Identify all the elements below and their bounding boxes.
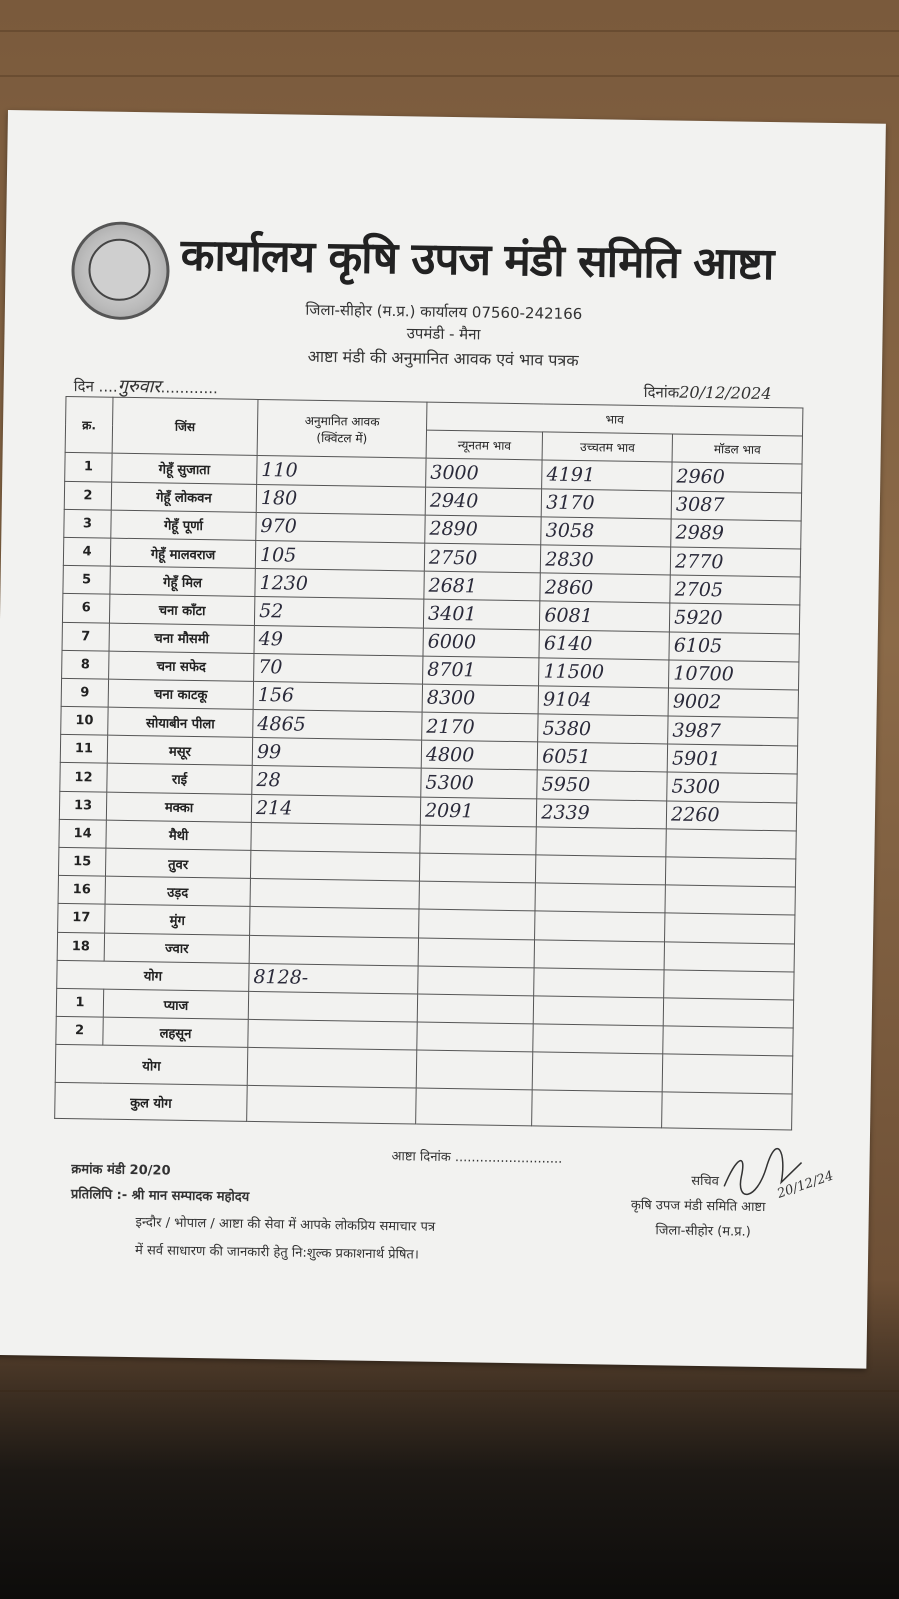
row-model-price: 2989 [671,519,801,549]
row-sn: 12 [60,763,107,792]
total2-label: योग [55,1045,248,1086]
row-model-price: 2960 [672,462,802,492]
row-crop: तुवर [105,848,250,878]
row-crop: मुंग [105,904,250,934]
secretary-org: कृषि उपज मंडी समिति आष्टा [630,1197,766,1216]
row-max-price: 6140 [539,629,669,659]
extra-sn: 1 [56,988,103,1017]
row-min-price: 8300 [422,684,539,714]
row-arrival: 4865 [253,709,422,740]
row-max-price [534,939,664,969]
row-sn: 14 [59,819,106,848]
row-crop: चना काँटा [109,594,254,624]
date-label: दिनांक [643,383,680,402]
empty-cell [534,968,664,998]
empty-cell [534,996,664,1026]
row-arrival: 70 [254,653,423,684]
secretary-label: सचिव [691,1173,720,1190]
day-value: गुरुवार [117,375,161,398]
empty-cell [248,991,417,1022]
total-value: 8128- [249,963,418,994]
row-sn: 18 [57,932,104,961]
row-arrival [251,822,420,853]
copy-line-3: में सर्व साधारण की जानकारी हेतु नि:शुल्क प्रकाशनार्थ प्रेषित। [134,1243,419,1263]
row-crop: उड़द [105,876,250,906]
office-title: कार्यालय कृषि उपज मंडी समिति आष्टा [180,229,774,291]
row-crop: मक्का [106,792,251,822]
row-max-price [535,911,665,941]
row-model-price: 5920 [670,603,800,633]
empty-cell [662,1054,792,1094]
arrival-header-unit: (क्विंटल में) [316,430,368,446]
row-arrival: 99 [252,738,421,769]
row-max-price: 2860 [540,573,670,603]
row-model-price [664,941,794,971]
row-model-price [665,913,795,943]
row-arrival: 105 [255,540,424,571]
address-line: जिला-सीहोर (म.प्र.) कार्यालय 07560-242166 [305,300,583,324]
reference-number: क्रमांक मंडी 20/20 [71,1162,171,1179]
row-model-price: 5300 [667,772,797,802]
day-label: दिन [73,377,94,396]
wood-grain [0,75,899,77]
row-arrival: 180 [256,484,425,515]
col-sn-header: क्र. [65,396,113,453]
row-crop: मसूर [107,735,252,765]
col-price-header: भाव [427,402,803,436]
row-max-price: 5950 [537,770,667,800]
empty-cell [417,1022,534,1052]
col-min-header: न्यूनतम भाव [426,430,543,460]
row-crop: चना सफेद [109,651,254,681]
row-sn: 17 [58,904,105,933]
empty-cell [248,1020,417,1051]
row-arrival: 52 [254,597,423,628]
row-crop: गेहूँ लोकवन [111,482,256,512]
row-model-price [665,885,795,915]
empty-cell [662,1092,792,1130]
price-sheet [0,110,886,1369]
row-crop: चना मौसमी [109,623,254,653]
empty-cell [416,1050,533,1090]
row-sn: 13 [59,791,106,820]
row-min-price: 2890 [425,515,542,545]
row-crop: गेहूँ पूर्णा [111,510,256,540]
empty-cell [418,966,535,996]
row-crop: मैथी [106,820,251,850]
row-sn: 8 [62,650,109,679]
signature-date: 20/12/24 [775,1168,836,1202]
row-sn: 1 [65,453,112,482]
row-arrival: 214 [251,794,420,825]
empty-cell [533,1024,663,1054]
row-arrival [250,907,419,938]
row-max-price: 2830 [541,545,671,575]
row-model-price: 9002 [668,688,798,718]
row-model-price: 3987 [668,716,798,746]
row-sn: 10 [61,706,108,735]
submandi-line: उपमंडी - मैना [406,324,481,344]
row-min-price: 5300 [421,769,538,799]
row-arrival: 1230 [255,569,424,600]
row-sn: 15 [58,847,105,876]
empty-cell [416,1088,533,1126]
extra-crop: प्याज [103,989,248,1019]
row-min-price [418,938,535,968]
row-min-price: 2170 [422,712,539,742]
row-sn: 5 [63,566,110,595]
row-min-price [419,909,536,939]
row-model-price: 2770 [670,547,800,577]
empty-cell [247,1086,417,1125]
row-max-price [536,855,666,885]
empty-cell [663,1026,793,1056]
row-crop: गेहूँ सुजाता [112,454,257,484]
row-min-price: 2940 [425,487,542,517]
row-min-price: 2091 [420,797,537,827]
row-min-price [419,853,536,883]
col-crop-header: जिंस [112,397,258,456]
row-model-price: 3087 [671,491,801,521]
empty-cell [417,994,534,1024]
row-arrival [250,850,419,881]
row-min-price: 8701 [423,656,540,686]
empty-cell [532,1052,662,1092]
row-arrival [250,879,419,910]
row-arrival: 970 [256,512,425,543]
row-max-price: 6051 [538,742,668,772]
row-min-price: 2681 [424,571,541,601]
row-min-price: 2750 [424,543,541,573]
handwritten-signature [716,1146,812,1207]
row-sn: 4 [63,537,110,566]
arrival-header-label: अनुमानित आवक [304,413,380,429]
row-max-price: 4191 [542,460,672,490]
row-crop: गेहूँ मिल [110,566,255,596]
row-model-price: 2260 [666,801,796,831]
row-crop: गेहूँ मालवराज [110,538,255,568]
row-model-price: 5901 [667,744,797,774]
row-min-price [420,825,537,855]
col-arrival-header [257,399,427,458]
row-arrival: 49 [254,625,423,656]
row-max-price [535,883,665,913]
row-min-price: 3000 [426,458,543,488]
row-model-price: 6105 [669,631,799,661]
row-model-price [666,829,796,859]
arrival-price-table [54,396,803,1131]
row-sn: 6 [62,594,109,623]
sheet-subtitle: आष्टा मंडी की अनुमानित आवक एवं भाव पत्रक [307,346,579,370]
secretary-district: जिला-सीहोर (म.प्र.) [655,1223,751,1240]
copy-line-2: इन्दौर / भोपाल / आष्टा की सेवा में आपके लोकप्रिय समाचार पत्र [135,1215,436,1235]
row-max-price: 3170 [541,488,671,518]
row-sn: 3 [64,509,111,538]
row-crop: सोयाबीन पीला [108,707,253,737]
row-max-price [536,827,666,857]
row-sn: 11 [60,735,107,764]
row-min-price [419,881,536,911]
ashta-date: आष्टा दिनांक .......................... [391,1149,563,1167]
copy-line-1: प्रतिलिपि :- श्री मान सम्पादक महोदय [70,1187,250,1205]
total-label: योग [57,960,249,991]
row-model-price: 10700 [669,660,799,690]
wood-grain [0,1390,899,1392]
row-crop: चना काटकू [108,679,253,709]
row-max-price: 2339 [537,799,667,829]
extra-crop: लहसून [103,1017,248,1047]
row-min-price: 3401 [423,599,540,629]
grand-total-label: कुल योग [55,1083,248,1122]
row-sn: 9 [61,678,108,707]
row-arrival: 156 [253,681,422,712]
row-sn: 2 [64,481,111,510]
row-arrival: 28 [252,766,421,797]
day-field: दिन ....गुरुवार............ [73,375,218,398]
date-value: 20/12/2024 [679,382,772,404]
row-min-price: 4800 [421,740,538,770]
row-crop: ज्वार [104,933,249,963]
row-max-price: 3058 [541,517,671,547]
row-arrival [249,935,418,966]
date-field [643,382,771,404]
row-max-price: 9104 [538,686,668,716]
empty-cell [663,998,793,1028]
empty-cell [247,1048,417,1089]
col-model-header: मॉडल भाव [672,434,802,464]
col-max-header: उच्चतम भाव [542,432,672,462]
seal-inner [88,238,151,301]
wood-grain [0,30,899,32]
row-crop: राई [107,764,252,794]
extra-sn: 2 [56,1016,103,1045]
row-model-price [666,857,796,887]
row-sn: 7 [62,622,109,651]
empty-cell [664,970,794,1000]
row-max-price: 6081 [540,601,670,631]
row-model-price: 2705 [670,575,800,605]
row-max-price: 5380 [538,714,668,744]
row-sn: 16 [58,876,105,905]
row-max-price: 11500 [539,658,669,688]
row-arrival: 110 [257,456,426,487]
empty-cell [532,1090,662,1128]
row-min-price: 6000 [423,628,540,658]
